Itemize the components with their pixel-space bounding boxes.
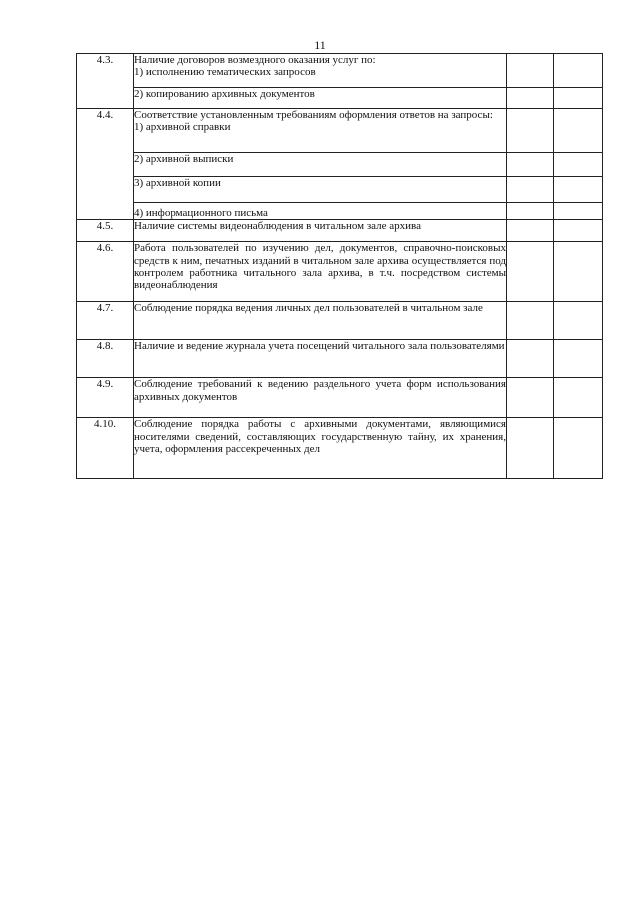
row-text-line: Работа пользователей по изучению дел, документов, справочно-поисковых средств к ним, печатных изданий в читальном зале архива осуществляется под контролем работника читального зала архива, в т.ч. посредством системы видеонаблюдения (134, 242, 506, 292)
row-number: 4.8. (77, 340, 134, 378)
row-text (134, 378, 507, 418)
row-number: 4.9. (77, 378, 134, 418)
table-row (77, 54, 603, 88)
table-row (77, 242, 603, 302)
table-row (77, 109, 603, 153)
row-text-line: 1) архивной справки (134, 121, 231, 134)
row-number: 4.7. (77, 302, 134, 340)
check-cell[interactable] (554, 109, 603, 153)
row-text-line: Соблюдение требований к ведению раздельного учета форм использования архивных документов (134, 378, 506, 403)
check-cell[interactable] (507, 378, 554, 418)
check-cell[interactable] (507, 220, 554, 242)
table-row (77, 177, 603, 203)
check-cell[interactable] (554, 378, 603, 418)
check-cell[interactable] (507, 302, 554, 340)
row-number: 4.3. (77, 54, 134, 88)
row-text (134, 340, 507, 378)
check-cell[interactable] (554, 220, 603, 242)
table-row (77, 88, 603, 109)
check-cell[interactable] (554, 54, 603, 88)
row-number (77, 203, 134, 220)
page-number: 11 (314, 38, 326, 52)
table-row (77, 378, 603, 418)
check-cell[interactable] (507, 340, 554, 378)
table-row (77, 220, 603, 242)
check-cell[interactable] (507, 54, 554, 88)
table-row (77, 302, 603, 340)
row-number: 4.5. (77, 220, 134, 242)
check-cell[interactable] (554, 302, 603, 340)
row-text-line: Соблюдение порядка ведения личных дел пользователей в читальном зале (134, 302, 483, 315)
check-cell[interactable] (554, 340, 603, 378)
table-row (77, 203, 603, 220)
row-text-line: 4) информационного письма (134, 207, 268, 219)
table-row (77, 340, 603, 378)
table-row (77, 153, 603, 177)
check-cell[interactable] (554, 242, 603, 302)
row-text-line: 3) архивной копии (134, 177, 221, 189)
row-text (134, 109, 507, 153)
row-number (77, 88, 134, 109)
row-text-line: Наличие системы видеонаблюдения в читальном зале архива (134, 220, 421, 233)
checklist-table (76, 53, 603, 479)
row-text (134, 54, 507, 88)
check-cell[interactable] (507, 177, 554, 203)
row-number (77, 153, 134, 177)
row-number: 4.4. (77, 109, 134, 153)
row-text (134, 302, 507, 340)
check-cell[interactable] (507, 203, 554, 220)
row-text-line: Наличие договоров возмездного оказания услуг по: (134, 54, 376, 66)
row-number: 4.10. (77, 418, 134, 479)
row-text (134, 203, 507, 220)
check-cell[interactable] (554, 418, 603, 479)
check-cell[interactable] (507, 88, 554, 109)
row-text (134, 88, 507, 109)
check-cell[interactable] (507, 418, 554, 479)
row-text-line: Соблюдение порядка работы с архивными документами, являющимися носителями сведений, составляющих государственную тайну, их хранения, учета, оформления рассекреченных дел (134, 418, 506, 455)
row-text (134, 418, 507, 479)
check-cell[interactable] (554, 203, 603, 220)
check-cell[interactable] (507, 242, 554, 302)
row-text-line: Наличие и ведение журнала учета посещений читального зала пользователями (134, 340, 505, 353)
row-text-line: 2) архивной выписки (134, 153, 234, 165)
row-text-line: Соответствие установленным требованиям оформления ответов на запросы: (134, 109, 493, 121)
row-text (134, 153, 507, 177)
check-cell[interactable] (554, 177, 603, 203)
row-text (134, 220, 507, 242)
check-cell[interactable] (507, 109, 554, 153)
row-text-line: 1) исполнению тематических запросов (134, 66, 316, 79)
row-text (134, 242, 507, 302)
check-cell[interactable] (554, 153, 603, 177)
row-number: 4.6. (77, 242, 134, 302)
row-text (134, 177, 507, 203)
row-number (77, 177, 134, 203)
check-cell[interactable] (507, 153, 554, 177)
check-cell[interactable] (554, 88, 603, 109)
row-text-line: 2) копированию архивных документов (134, 88, 315, 100)
table-row (77, 418, 603, 479)
